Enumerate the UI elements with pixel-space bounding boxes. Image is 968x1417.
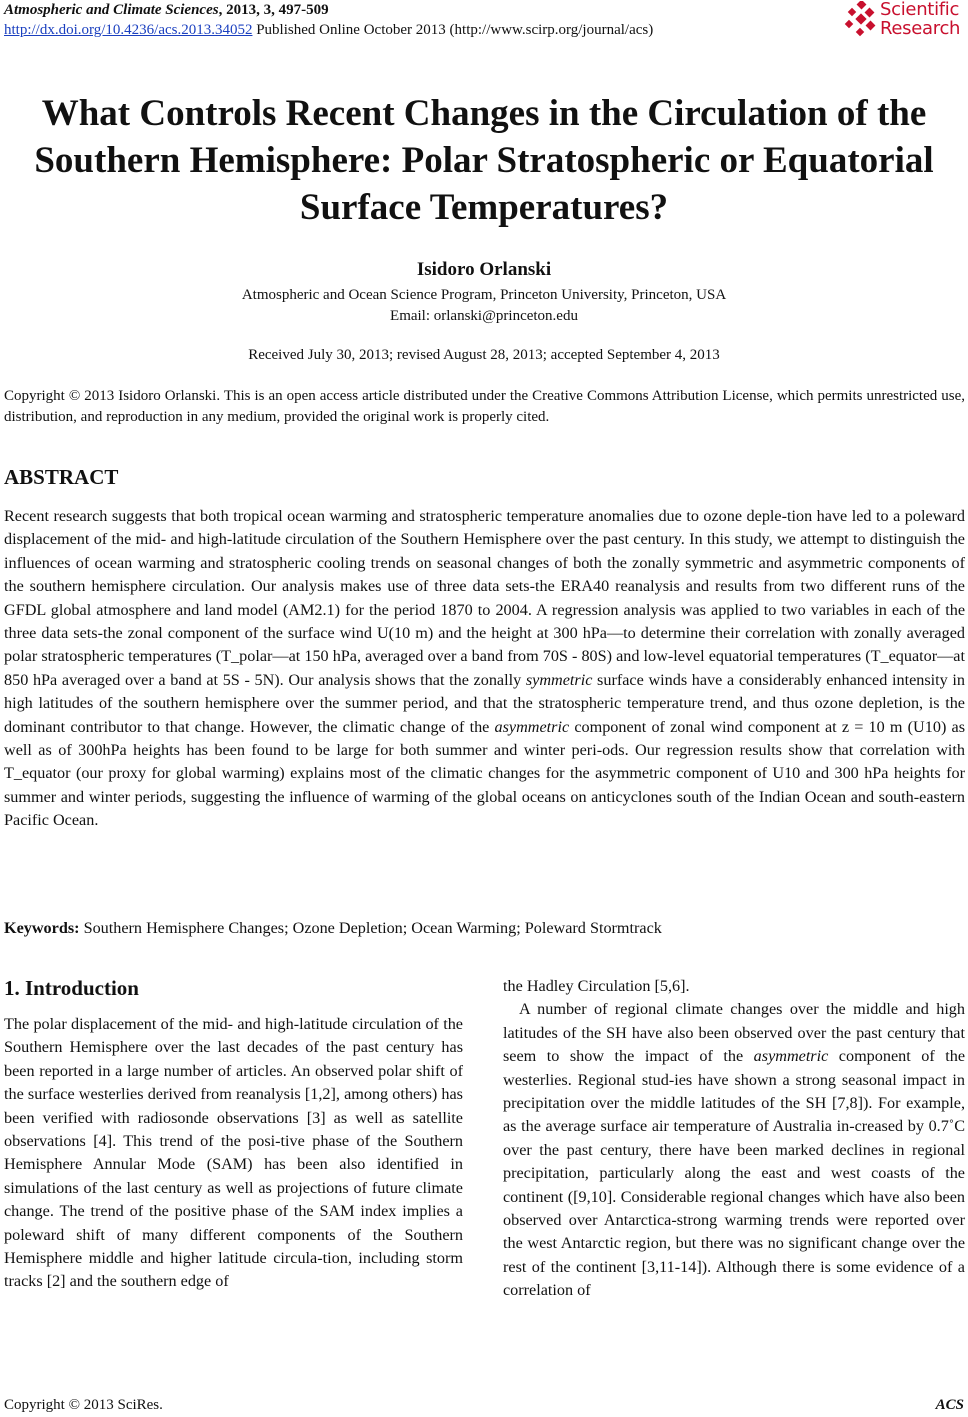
intro-p2-emphasis: asymmetric	[753, 1047, 829, 1066]
intro-p2-text-2: component of the westerlies. Regional stud-ies have shown a strong seasonal impact in precipitation over the middle latitudes of the SH [7,8]). For example, as the average surface air temperature of Australia in-creased by 0.7˚C over the past century, there have been marked declines in regional precipitation, particularly along the east and west coasts of the continent ([9,10]. Considerable regional changes which have also been observed over Antarctica-strong warming trends were reported over the west Antarctic region, but there was no significant change over the rest of the continent [3,11-14]). Although there is some evidence of a correlation of	[503, 1047, 966, 1300]
footer-journal-abbrev: ACS	[935, 1397, 964, 1413]
doi-link[interactable]: http://dx.doi.org/10.4236/acs.2013.34052	[4, 22, 253, 38]
journal-citation	[4, 0, 329, 20]
intro-paragraph-continued: the Hadley Circulation [5,6].	[503, 977, 690, 995]
intro-left-column: The polar displacement of the mid- and high-latitude circulation of the Southern Hemisphere over the last decades of the past century has been reported in a large number of articles. An observed polar shift of the surface westerlies derived from reanalysis [1,2], among others) has been verified with radiosonde observations [3] as well as satellite observations [4]. This trend of the posi-tive phase of the Southern Hemisphere Annular Mode (SAM) has been also identified in simulations of the last century as well as projections of future climate change. The trend of the positive phase of the SAM index implies a poleward shift of many different components of the Southern Hemisphere middle and higher latitude circula-tion, including storm tracks [2] and the southern edge of	[4, 1015, 463, 1291]
published-info: Published Online October 2013 (http://www.scirp.org/journal/acs)	[252, 22, 654, 38]
publisher-logo	[844, 0, 962, 40]
logo-line-2: Research	[880, 18, 961, 39]
title-line-3: Surface Temperatures?	[299, 187, 669, 228]
abstract-text-1: Recent research suggests that both tropical ocean warming and stratospheric temperature anomalies due to ozone deple-tion have led to a poleward displacement of the mid- and high-latitude circulation of the Southern Hemisphere over the past century. In this study, we attempt to distinguish the influences of ocean warming and stratospheric cooling trends on seasonal changes of both the zonally symmetric and asymmetric components of the southern hemisphere circulation. Our analysis makes use of three data sets-the ERA40 reanalysis and results from two different runs of the GFDL global atmosphere and land model (AM2.1) for the period 1870 to 2004. A regression analysis was applied to two variables in each of the three data sets-the zonal component of the surface wind U(10 m) and the height at 300 hPa—to determine their correlation with zonally averaged polar stratospheric temperatures (T_polar—at 150 hPa, averaged over a band from 70S - 80S) and low-level equatorial temperatures (T_equator—at 850 hPa averaged over a band at 5S - 5N). Our analysis shows that the zonally	[4, 507, 965, 689]
keywords-text: Southern Hemisphere Changes; Ozone Depletion; Ocean Warming; Poleward Stormtrack	[79, 919, 662, 937]
logo-line-1: Scientific	[880, 0, 960, 20]
title-line-2: Southern Hemisphere: Polar Stratospheric or Equatorial	[34, 140, 934, 181]
paper-title	[0, 90, 968, 231]
footer-copyright: Copyright © 2013 SciRes.	[4, 1397, 163, 1413]
journal-name: Atmospheric and Climate Sciences	[4, 2, 219, 18]
copyright-notice: Copyright © 2013 Isidoro Orlanski. This is an open access article distributed under the Creative Commons Attribution License, which permits unrestricted use, distribution, and reproduction in any medium, provided the original work is properly cited.	[4, 388, 965, 425]
abstract-text-3: component of zonal wind component at z = 10 m (U10) as well as of 300hPa heights has been found to be large for both summer and winter peri-ods. Our regression results show that correlation with T_equator (our proxy for global warming) explains most of the climatic changes for the asymmetric component of U10 and 300 hPa heights for summer and winter periods, suggesting the influence of warming of the global oceans on anticyclones south of the Indian Ocean and south-eastern Pacific Ocean.	[4, 717, 965, 830]
author-name: Isidoro Orlanski	[416, 259, 552, 280]
abstract-emphasis-asymmetric: asymmetric	[494, 717, 570, 736]
logo-wordmark	[880, 0, 960, 38]
section-heading-introduction: 1. Introduction	[4, 976, 139, 1000]
intro-p2-text-1: A number of regional climate changes over the middle and high latitudes of the SH have also been observed over the past century that seem to show the impact of the	[503, 1000, 965, 1066]
abstract-body	[4, 505, 965, 833]
scientific-research-logo-icon	[844, 1, 878, 39]
author-affiliation: Atmospheric and Ocean Science Program, Princeton University, Princeton, USA	[241, 287, 727, 303]
keywords	[4, 917, 965, 939]
title-line-1: What Controls Recent Changes in the Circulation of the	[41, 93, 927, 134]
author-email: Email: orlanski@princeton.edu	[390, 308, 578, 324]
submission-dates: Received July 30, 2013; revised August 28, 2013; accepted September 4, 2013	[248, 347, 720, 363]
abstract-heading: ABSTRACT	[4, 465, 119, 489]
keywords-label: Keywords:	[4, 919, 80, 937]
intro-right-column	[503, 975, 965, 1303]
intro-paragraph-2	[503, 998, 965, 1302]
journal-volume: , 2013, 3, 497-509	[218, 2, 329, 18]
abstract-text-2: surface winds have a considerably enhanced intensity in high latitudes of the southern hemisphere over the summer period, and that the stratospheric temperature trend, and thus ozone depletion, is the dominant contributor to that change. However, the climatic change of the	[4, 670, 965, 736]
doi-line	[4, 20, 653, 40]
abstract-emphasis-symmetric: symmetric	[525, 670, 593, 689]
